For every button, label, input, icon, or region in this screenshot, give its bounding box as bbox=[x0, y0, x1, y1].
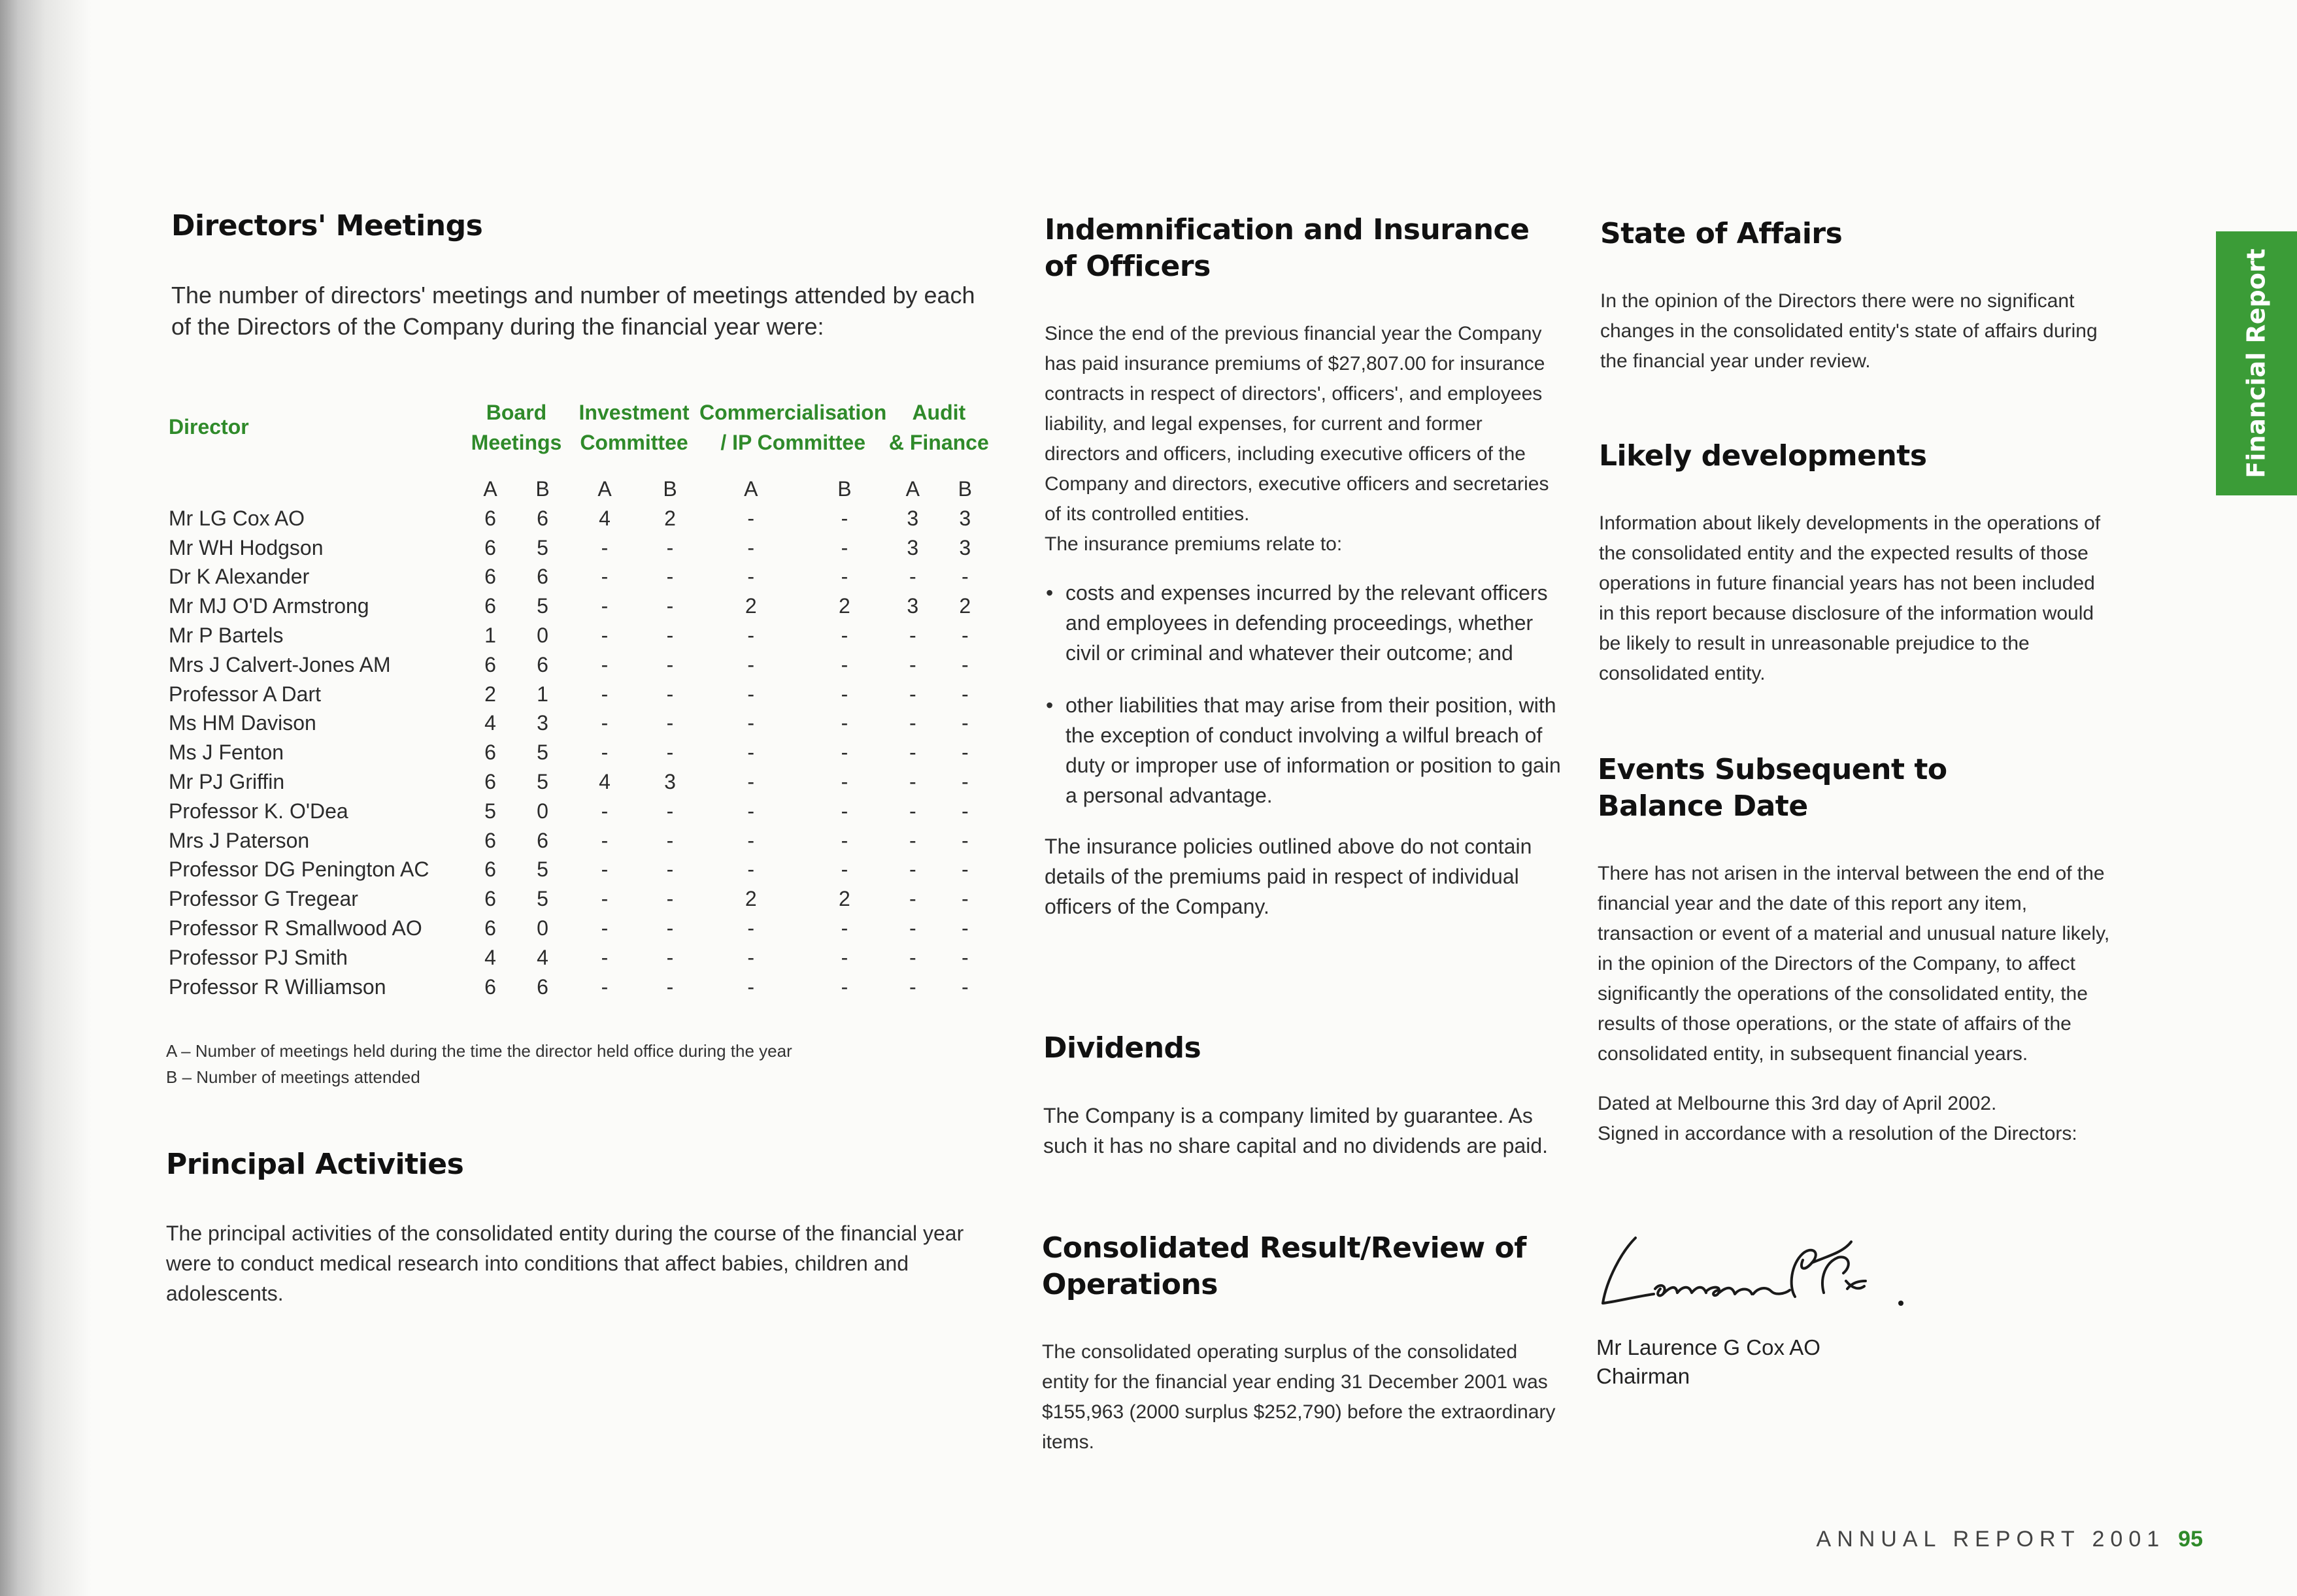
meeting-count: - bbox=[909, 711, 916, 735]
footer-label: ANNUAL REPORT 2001 bbox=[1816, 1527, 2166, 1552]
col-commercialisation-header: Commercialisation / IP Committee bbox=[699, 401, 887, 454]
indemnification-section bbox=[1045, 212, 1561, 922]
meeting-count: - bbox=[841, 623, 848, 647]
dividends-text: The Company is a company limited by guarantee. As such it has no share capital and no dividends are paid. bbox=[1043, 1104, 1549, 1157]
meeting-count: 0 bbox=[537, 623, 548, 647]
meeting-count: - bbox=[666, 857, 674, 882]
meeting-count: - bbox=[909, 974, 916, 999]
meeting-count: - bbox=[601, 594, 609, 618]
signatory-name: Mr Laurence G Cox AO bbox=[1596, 1335, 1820, 1359]
meeting-count: - bbox=[961, 828, 969, 852]
table-note-a: A – Number of meetings held during the time the director held office during the year bbox=[166, 1041, 792, 1061]
meeting-count: 6 bbox=[484, 887, 496, 911]
meeting-count: - bbox=[747, 974, 755, 999]
meeting-count: - bbox=[601, 565, 609, 589]
director-row bbox=[169, 767, 991, 797]
meeting-count: - bbox=[666, 594, 674, 618]
director-row bbox=[169, 650, 991, 680]
meeting-count: - bbox=[841, 945, 848, 969]
meeting-count: - bbox=[747, 828, 755, 852]
meeting-count: 3 bbox=[959, 535, 971, 559]
meeting-count: - bbox=[961, 740, 969, 765]
director-row bbox=[169, 708, 991, 738]
col-investment-header: Investment Committee bbox=[578, 401, 690, 454]
meeting-count: 3 bbox=[907, 594, 919, 618]
meeting-count: 3 bbox=[664, 769, 676, 793]
meeting-count: - bbox=[961, 652, 969, 676]
director-row bbox=[169, 680, 991, 709]
meeting-count: 2 bbox=[745, 594, 757, 618]
director-name: Professor G Tregear bbox=[169, 887, 358, 911]
principal-activities-title: Principal Activities bbox=[166, 1148, 464, 1181]
col-director-header: Director bbox=[169, 415, 249, 439]
meeting-count: - bbox=[666, 623, 674, 647]
director-row bbox=[169, 562, 991, 591]
meeting-count: - bbox=[747, 506, 755, 530]
director-name: Professor PJ Smith bbox=[169, 945, 348, 969]
meeting-count: 6 bbox=[484, 535, 496, 559]
meeting-count: - bbox=[961, 916, 969, 940]
meeting-count: - bbox=[601, 652, 609, 676]
meeting-count: - bbox=[601, 535, 609, 559]
meeting-count: 0 bbox=[537, 916, 548, 940]
meeting-count: 6 bbox=[484, 974, 496, 999]
director-name: Mrs J Paterson bbox=[169, 828, 310, 852]
dated-text: Dated at Melbourne this 3rd day of April 2002. bbox=[1598, 1093, 1997, 1114]
sub-a: A bbox=[744, 477, 758, 501]
director-name: Ms HM Davison bbox=[169, 711, 316, 735]
consolidated-text: The consolidated operating surplus of the consolidated entity for the financial year ending 31 December 2001 was $155,963 (2000 surplus $252,790) before the extraordinary items. bbox=[1042, 1341, 1556, 1453]
directors-meetings-title: Directors' Meetings bbox=[171, 209, 483, 242]
meeting-count: - bbox=[961, 769, 969, 793]
meeting-count: 6 bbox=[537, 506, 548, 530]
meeting-count: - bbox=[601, 828, 609, 852]
col-audit-header: Audit & Finance bbox=[888, 401, 989, 454]
meeting-count: - bbox=[666, 887, 674, 911]
meeting-count: 4 bbox=[537, 945, 548, 969]
likely-developments-text: Information about likely developments in the operations of the consolidated entity and the expected results of those operations in future financial years has not been included in this report because disclosure of the information would be likely to result in unreasonable prejudice to the consolidated entity. bbox=[1599, 512, 2101, 684]
meeting-count: - bbox=[841, 974, 848, 999]
meeting-count: - bbox=[961, 857, 969, 882]
meeting-count: - bbox=[666, 916, 674, 940]
financial-report-tab-label: Financial Report bbox=[2242, 248, 2271, 478]
meeting-count: - bbox=[601, 887, 609, 911]
meeting-count: 6 bbox=[484, 740, 496, 765]
meeting-count: 5 bbox=[537, 740, 548, 765]
meeting-count: - bbox=[841, 916, 848, 940]
meeting-count: - bbox=[666, 682, 674, 706]
meeting-count: - bbox=[909, 799, 916, 823]
events-subsequent-title: Events Subsequent to Balance Date bbox=[1598, 753, 1947, 823]
directors-meetings-section bbox=[171, 208, 995, 342]
sub-b: B bbox=[663, 477, 677, 501]
meeting-count: - bbox=[747, 945, 755, 969]
meeting-count: 6 bbox=[484, 769, 496, 793]
meeting-count: - bbox=[601, 711, 609, 735]
meeting-count: - bbox=[909, 887, 916, 911]
director-name: Mrs J Calvert-Jones AM bbox=[169, 652, 391, 676]
director-row bbox=[169, 973, 991, 1002]
meeting-count: - bbox=[961, 945, 969, 969]
meeting-count: - bbox=[601, 799, 609, 823]
director-row bbox=[169, 504, 991, 533]
meeting-count: - bbox=[747, 565, 755, 589]
meeting-count: - bbox=[601, 740, 609, 765]
director-name: Professor R Smallwood AO bbox=[169, 916, 422, 940]
meeting-count: 2 bbox=[959, 594, 971, 618]
meeting-count: 5 bbox=[537, 887, 548, 911]
meeting-count: - bbox=[909, 740, 916, 765]
sub-b: B bbox=[837, 477, 852, 501]
directors-meetings-table bbox=[169, 397, 991, 1001]
directors-table-wrap bbox=[169, 397, 1005, 1012]
meeting-count: - bbox=[747, 535, 755, 559]
meeting-count: 6 bbox=[484, 594, 496, 618]
meeting-count: - bbox=[961, 711, 969, 735]
state-of-affairs-section bbox=[1600, 216, 2117, 376]
indemnification-p3: The insurance policies outlined above do not contain details of the premiums paid in respect of individual officers of the Company. bbox=[1045, 835, 1532, 918]
meeting-count: 2 bbox=[484, 682, 496, 706]
director-row bbox=[169, 797, 991, 826]
meeting-count: 6 bbox=[484, 506, 496, 530]
meeting-count: 6 bbox=[537, 652, 548, 676]
director-name: Professor DG Penington AC bbox=[169, 857, 429, 882]
meeting-count: - bbox=[841, 828, 848, 852]
principal-activities-text: The principal activities of the consolidated entity during the course of the financial year were to conduct medical research into conditions that affect babies, children and adolescents. bbox=[166, 1222, 964, 1305]
dividends-section bbox=[1043, 1030, 1560, 1161]
sub-a: A bbox=[597, 477, 612, 501]
col-board-header: Board Meetings bbox=[471, 401, 562, 454]
meeting-count: - bbox=[841, 740, 848, 765]
meeting-count: 5 bbox=[537, 535, 548, 559]
events-subsequent-section bbox=[1598, 752, 2114, 1149]
director-name: Mr MJ O'D Armstrong bbox=[169, 594, 369, 618]
meeting-count: - bbox=[666, 652, 674, 676]
meeting-count: 5 bbox=[537, 857, 548, 882]
meeting-count: 1 bbox=[484, 623, 496, 647]
meeting-count: 5 bbox=[537, 769, 548, 793]
meeting-count: - bbox=[841, 711, 848, 735]
indemnification-p1: Since the end of the previous financial year the Company has paid insurance premiums of $27,807.00 for insurance contracts in respect of directors', officers', and employees liability, and legal expenses, for current and former directors and officers, including executive officers of the Company and directors, executive officers and secretaries of its controlled entities. bbox=[1045, 323, 1549, 525]
meeting-count: - bbox=[747, 711, 755, 735]
meeting-count: 1 bbox=[537, 682, 548, 706]
meeting-count: 0 bbox=[537, 799, 548, 823]
meeting-count: - bbox=[961, 565, 969, 589]
meeting-count: 6 bbox=[484, 857, 496, 882]
director-row bbox=[169, 855, 991, 884]
state-of-affairs-text: In the opinion of the Directors there were no significant changes in the consolidated entity's state of affairs during the financial year under review. bbox=[1600, 290, 2098, 372]
director-row bbox=[169, 914, 991, 943]
meeting-count: - bbox=[909, 652, 916, 676]
meeting-count: 6 bbox=[537, 828, 548, 852]
meeting-count: - bbox=[909, 945, 916, 969]
director-name: Professor K. O'Dea bbox=[169, 799, 348, 823]
meeting-count: 3 bbox=[907, 535, 919, 559]
meeting-count: 3 bbox=[907, 506, 919, 530]
director-row bbox=[169, 884, 991, 914]
meeting-count: - bbox=[841, 535, 848, 559]
consolidated-title: Consolidated Result/Review of Operations bbox=[1042, 1231, 1526, 1301]
meeting-count: - bbox=[841, 769, 848, 793]
meeting-count: - bbox=[961, 799, 969, 823]
meeting-count: - bbox=[961, 623, 969, 647]
page-footer bbox=[1817, 1527, 2203, 1552]
director-name: Mr WH Hodgson bbox=[169, 535, 324, 559]
meeting-count: - bbox=[747, 740, 755, 765]
indemnification-bullet-1: • costs and expenses incurred by the relevant officers and employees in defending proceedings, whether civil or criminal and whatever their outcome; and bbox=[1045, 578, 1561, 668]
meeting-count: 6 bbox=[484, 565, 496, 589]
meeting-count: - bbox=[666, 828, 674, 852]
meeting-count: - bbox=[841, 506, 848, 530]
sub-b: B bbox=[958, 477, 972, 501]
meeting-count: - bbox=[666, 565, 674, 589]
director-name: Mr P Bartels bbox=[169, 623, 284, 647]
meeting-count: 2 bbox=[838, 594, 850, 618]
meeting-count: 4 bbox=[599, 769, 611, 793]
meeting-count: - bbox=[841, 565, 848, 589]
director-row bbox=[169, 943, 991, 973]
meeting-count: 4 bbox=[599, 506, 611, 530]
meeting-count: 3 bbox=[959, 506, 971, 530]
events-subsequent-text: There has not arisen in the interval between the end of the financial year and the date of this report any item, transaction or event of a material and unusual nature likely, in the opinion of the Directors of the Company, to affect significantly the operations of the consolidated entity, the results of those operations, or the state of affairs of the consolidated entity, in subsequent financial years. bbox=[1598, 863, 2110, 1065]
meeting-count: - bbox=[747, 799, 755, 823]
meeting-count: 2 bbox=[838, 887, 850, 911]
dividends-title: Dividends bbox=[1043, 1031, 1201, 1065]
meeting-count: - bbox=[747, 623, 755, 647]
meeting-count: - bbox=[666, 711, 674, 735]
indemnification-title: Indemnification and Insurance of Officers bbox=[1045, 213, 1530, 283]
meeting-count: - bbox=[666, 945, 674, 969]
chairman-signature bbox=[1595, 1226, 1935, 1324]
likely-developments-section bbox=[1599, 438, 2115, 689]
meeting-count: - bbox=[961, 682, 969, 706]
director-row bbox=[169, 738, 991, 767]
director-row bbox=[169, 591, 991, 621]
table-note-b: B – Number of meetings attended bbox=[166, 1067, 420, 1087]
signatory-role: Chairman bbox=[1596, 1364, 1690, 1388]
meeting-count: - bbox=[909, 623, 916, 647]
state-of-affairs-title: State of Affairs bbox=[1600, 217, 1843, 250]
meeting-count: 6 bbox=[484, 828, 496, 852]
binding-shadow bbox=[0, 0, 92, 1596]
meeting-count: - bbox=[601, 682, 609, 706]
meeting-count: 6 bbox=[484, 916, 496, 940]
meeting-count: 6 bbox=[484, 652, 496, 676]
meeting-count: - bbox=[747, 769, 755, 793]
director-name: Professor A Dart bbox=[169, 682, 321, 706]
consolidated-section bbox=[1042, 1230, 1558, 1457]
director-name: Ms J Fenton bbox=[169, 740, 284, 765]
meeting-count: - bbox=[747, 916, 755, 940]
director-name: Professor R Williamson bbox=[169, 974, 386, 999]
sub-b: B bbox=[535, 477, 550, 501]
meeting-count: - bbox=[666, 740, 674, 765]
meeting-count: 4 bbox=[484, 945, 496, 969]
director-name: Mr LG Cox AO bbox=[169, 506, 305, 530]
meeting-count: 2 bbox=[745, 887, 757, 911]
meeting-count: - bbox=[841, 682, 848, 706]
indemnification-p2: The insurance premiums relate to: bbox=[1045, 533, 1343, 555]
meeting-count: 3 bbox=[537, 711, 548, 735]
meeting-count: 2 bbox=[664, 506, 676, 530]
meeting-count: - bbox=[909, 565, 916, 589]
meeting-count: - bbox=[666, 535, 674, 559]
meeting-count: - bbox=[841, 652, 848, 676]
meeting-count: - bbox=[601, 974, 609, 999]
director-row bbox=[169, 533, 991, 563]
meeting-count: - bbox=[601, 623, 609, 647]
director-row bbox=[169, 826, 991, 856]
meeting-count: 4 bbox=[484, 711, 496, 735]
meeting-count: - bbox=[666, 974, 674, 999]
meeting-count: - bbox=[666, 799, 674, 823]
director-name: Dr K Alexander bbox=[169, 565, 310, 589]
meeting-count: - bbox=[961, 974, 969, 999]
financial-report-tab bbox=[2216, 231, 2297, 495]
meeting-count: - bbox=[909, 769, 916, 793]
meeting-count: 5 bbox=[484, 799, 496, 823]
meeting-count: - bbox=[601, 945, 609, 969]
meeting-count: - bbox=[841, 799, 848, 823]
meeting-count: 5 bbox=[537, 594, 548, 618]
meeting-count: - bbox=[747, 652, 755, 676]
meeting-count: - bbox=[747, 682, 755, 706]
meeting-count: - bbox=[747, 857, 755, 882]
meeting-count: 6 bbox=[537, 974, 548, 999]
sub-a: A bbox=[483, 477, 497, 501]
meeting-count: - bbox=[601, 916, 609, 940]
principal-activities-section bbox=[166, 1146, 990, 1308]
indemnification-bullets bbox=[1045, 578, 1561, 810]
likely-developments-title: Likely developments bbox=[1599, 439, 1927, 473]
sub-a: A bbox=[905, 477, 920, 501]
director-row bbox=[169, 621, 991, 650]
meeting-count: - bbox=[909, 828, 916, 852]
director-name: Mr PJ Griffin bbox=[169, 769, 285, 793]
ab-subheader-row bbox=[169, 457, 991, 504]
page-number: 95 bbox=[2178, 1527, 2203, 1552]
meeting-count: - bbox=[909, 857, 916, 882]
meeting-count: - bbox=[841, 857, 848, 882]
meeting-count: 6 bbox=[537, 565, 548, 589]
signed-text: Signed in accordance with a resolution of the Directors: bbox=[1598, 1123, 2077, 1144]
meeting-count: - bbox=[909, 916, 916, 940]
directors-meetings-intro: The number of directors' meetings and number of meetings attended by each of the Directors of the Company during the financial year were: bbox=[171, 282, 975, 340]
meeting-count: - bbox=[909, 682, 916, 706]
signatory-block bbox=[1596, 1333, 1988, 1391]
indemnification-bullet-2: • other liabilities that may arise from their position, with the exception of conduct involving a wilful breach of duty or improper use of information or position to gain a personal advantage. bbox=[1045, 690, 1561, 810]
meeting-count: - bbox=[601, 857, 609, 882]
meeting-count: - bbox=[961, 887, 969, 911]
